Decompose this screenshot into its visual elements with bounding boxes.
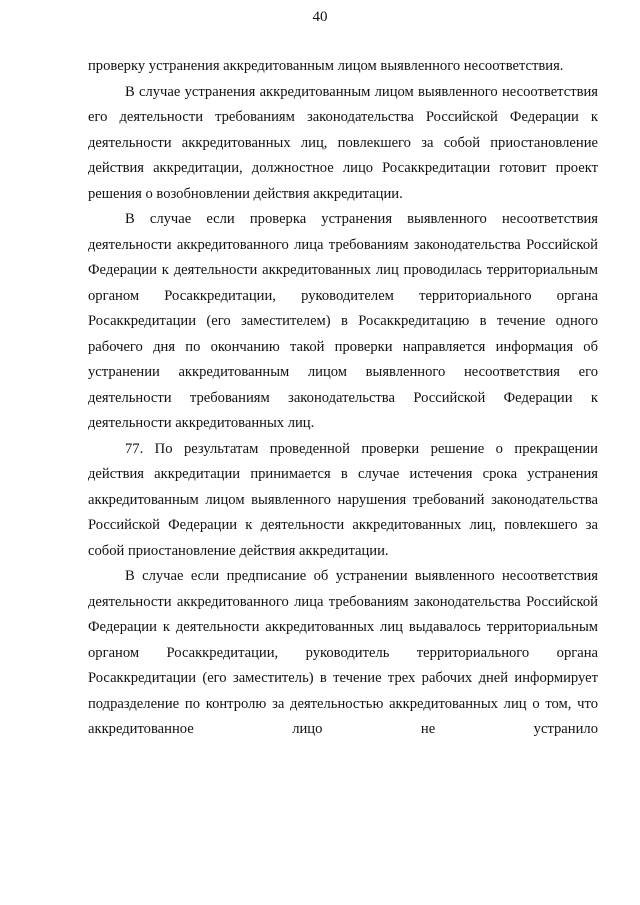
paragraph-territorial-verification: В случае если проверка устранения выявленного несоответствия деятельности аккредитованного лица требованиям законодательства Российской Федерации к деятельности аккредитованных лиц проводилась территориальным органом Росаккредитации, руководителем территориального органа Росаккредитации (его заместителем) в Росаккредитацию в течение одного рабочего дня по окончанию такой проверки направляется информация об устранении аккредитованным лицом выявленного несоответствия его деятельности требованиям законодательства Российской Федерации к деятельности аккредитованных лиц. [88,211,598,431]
paragraph-territorial-order: В случае если предписание об устранении выявленного несоответствия деятельности аккредитованного лица требованиям законодательства Российской Федерации к деятельности аккредитованных лиц выдавалось территориальным органом Росаккредитации, руководитель территориального органа Росаккредитации (его заместитель) в течение трех рабочих дней информирует подразделение по контролю за деятельностью аккредитованных лиц о том, что аккредитованное лицо не устранило [88,568,598,737]
paragraph-resumption-decision: В случае устранения аккредитованным лицом выявленного несоответствия его деятельности требованиям законодательства Российской Федерации к деятельности аккредитованных лиц, повлекшего за собой приостановление действия аккредитации, должностное лицо Росаккредитации готовит проект решения о возобновлении действия аккредитации. [88,83,598,202]
page-number: 40 [312,9,328,25]
document-body [88,54,598,743]
paragraph-continuation: проверку устранения аккредитованным лицом выявленного несоответствия. [88,58,564,74]
paragraph-77-termination: 77. По результатам проведенной проверки решение о прекращении действия аккредитации принимается в случае истечения срока устранения аккредитованным лицом выявленного нарушения требований законодательства Российской Федерации к деятельности аккредитованных лиц, повлекшего за собой приостановление действия аккредитации. [88,440,598,559]
